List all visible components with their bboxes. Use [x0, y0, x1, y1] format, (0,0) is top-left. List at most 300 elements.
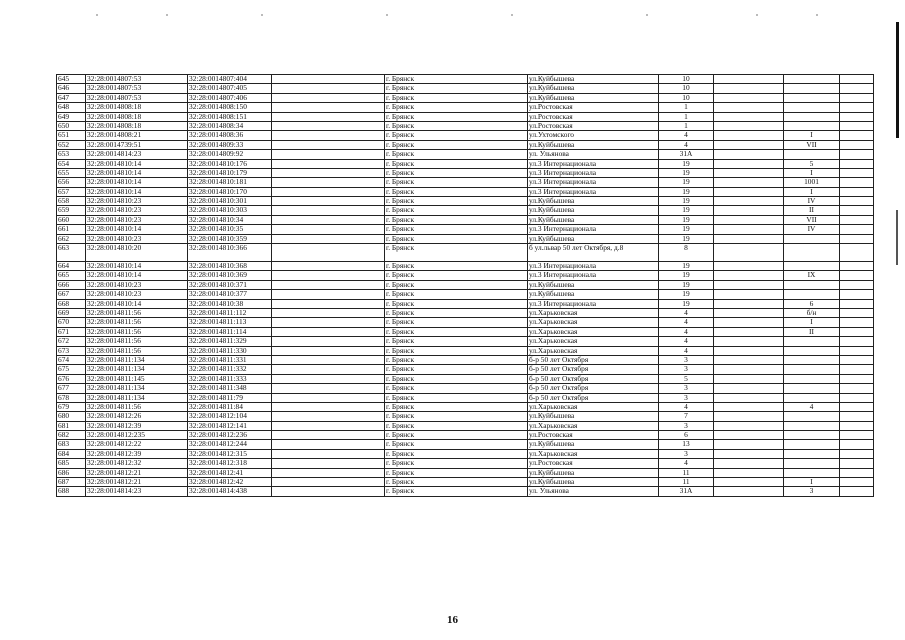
object-cadastral-number-cell: 32:28:0014807:405: [188, 84, 272, 93]
street-cell: ул.Харьковская: [528, 327, 659, 336]
house-number-cell: 19: [659, 225, 714, 234]
empty-cell: [714, 271, 784, 280]
row-number-cell: 663: [57, 244, 86, 262]
parcel-cadastral-number-cell: 32:28:0014807:53: [86, 75, 188, 84]
house-number-cell: 4: [659, 131, 714, 140]
room-number-cell: [784, 412, 840, 421]
row-number-cell: 685: [57, 459, 86, 468]
table-row: [57, 112, 874, 121]
empty-cell: [272, 337, 385, 346]
object-cadastral-number-cell: 32:28:0014810:181: [188, 178, 272, 187]
empty-cell: [714, 159, 784, 168]
object-cadastral-number-cell: 32:28:0014812:42: [188, 478, 272, 487]
house-number-cell: 4: [659, 140, 714, 149]
empty-cell: [840, 290, 874, 299]
table-row: [57, 355, 874, 364]
street-cell: ул.Куйбышева: [528, 478, 659, 487]
city-cell: г. Брянск: [385, 440, 528, 449]
house-number-cell: 19: [659, 187, 714, 196]
empty-cell: [840, 478, 874, 487]
city-cell: г. Брянск: [385, 478, 528, 487]
object-cadastral-number-cell: 32:28:0014811:330: [188, 346, 272, 355]
city-cell: г. Брянск: [385, 308, 528, 317]
street-cell: ул.3 Интернационала: [528, 271, 659, 280]
empty-cell: [714, 299, 784, 308]
empty-cell: [840, 234, 874, 243]
empty-cell: [840, 140, 874, 149]
object-cadastral-number-cell: 32:28:0014809:92: [188, 150, 272, 159]
row-number-cell: 670: [57, 318, 86, 327]
city-cell: г. Брянск: [385, 290, 528, 299]
table-row: [57, 103, 874, 112]
parcel-cadastral-number-cell: 32:28:0014807:53: [86, 93, 188, 102]
room-number-cell: [784, 262, 840, 271]
empty-cell: [272, 280, 385, 289]
object-cadastral-number-cell: 32:28:0014812:141: [188, 421, 272, 430]
parcel-cadastral-number-cell: 32:28:0014811:134: [86, 393, 188, 402]
room-number-cell: 6: [784, 299, 840, 308]
table-row: [57, 140, 874, 149]
empty-cell: [272, 355, 385, 364]
parcel-cadastral-number-cell: 32:28:0014808:18: [86, 103, 188, 112]
house-number-cell: 4: [659, 459, 714, 468]
city-cell: г. Брянск: [385, 459, 528, 468]
table-row: [57, 431, 874, 440]
city-cell: г. Брянск: [385, 75, 528, 84]
empty-cell: [714, 93, 784, 102]
street-cell: ул.Куйбышева: [528, 93, 659, 102]
row-number-cell: 651: [57, 131, 86, 140]
object-cadastral-number-cell: 32:28:0014811:332: [188, 365, 272, 374]
object-cadastral-number-cell: 32:28:0014810:371: [188, 280, 272, 289]
room-number-cell: 1001: [784, 178, 840, 187]
city-cell: г. Брянск: [385, 402, 528, 411]
object-cadastral-number-cell: 32:28:0014811:348: [188, 384, 272, 393]
house-number-cell: 19: [659, 280, 714, 289]
empty-cell: [272, 271, 385, 280]
table-row: [57, 150, 874, 159]
empty-cell: [840, 374, 874, 383]
object-cadastral-number-cell: 32:28:0014811:112: [188, 308, 272, 317]
empty-cell: [840, 159, 874, 168]
parcel-cadastral-number-cell: 32:28:0014810:23: [86, 197, 188, 206]
row-number-cell: 666: [57, 280, 86, 289]
street-cell: ул.Куйбышева: [528, 197, 659, 206]
city-cell: г. Брянск: [385, 197, 528, 206]
parcel-cadastral-number-cell: 32:28:0014810:23: [86, 215, 188, 224]
object-cadastral-number-cell: 32:28:0014812:315: [188, 449, 272, 458]
parcel-cadastral-number-cell: 32:28:0014810:23: [86, 206, 188, 215]
empty-cell: [840, 131, 874, 140]
table-row: [57, 178, 874, 187]
street-cell: ул.3 Интернационала: [528, 159, 659, 168]
table-row: [57, 234, 874, 243]
empty-cell: [840, 308, 874, 317]
city-cell: г. Брянск: [385, 365, 528, 374]
object-cadastral-number-cell: 32:28:0014811:113: [188, 318, 272, 327]
table-row: [57, 318, 874, 327]
house-number-cell: 19: [659, 262, 714, 271]
empty-cell: [714, 440, 784, 449]
parcel-cadastral-number-cell: 32:28:0014812:21: [86, 478, 188, 487]
row-number-cell: 645: [57, 75, 86, 84]
empty-cell: [272, 346, 385, 355]
room-number-cell: 5: [784, 159, 840, 168]
house-number-cell: 19: [659, 159, 714, 168]
room-number-cell: [784, 280, 840, 289]
table-row: [57, 121, 874, 130]
house-number-cell: 3: [659, 421, 714, 430]
house-number-cell: 19: [659, 215, 714, 224]
parcel-cadastral-number-cell: 32:28:0014810:14: [86, 187, 188, 196]
empty-cell: [272, 421, 385, 430]
empty-cell: [840, 327, 874, 336]
room-number-cell: IV: [784, 225, 840, 234]
street-cell: ул.Харьковская: [528, 402, 659, 411]
table-row: [57, 384, 874, 393]
room-number-cell: [784, 234, 840, 243]
empty-cell: [840, 197, 874, 206]
city-cell: г. Брянск: [385, 262, 528, 271]
empty-cell: [714, 468, 784, 477]
room-number-cell: [784, 431, 840, 440]
street-cell: б-р 50 лет Октября: [528, 393, 659, 402]
house-number-cell: 19: [659, 290, 714, 299]
empty-cell: [714, 280, 784, 289]
empty-cell: [714, 487, 784, 496]
city-cell: г. Брянск: [385, 487, 528, 496]
row-number-cell: 676: [57, 374, 86, 383]
street-cell: ул.3 Интернационала: [528, 168, 659, 177]
street-cell: ул.Ростовская: [528, 431, 659, 440]
empty-cell: [714, 150, 784, 159]
city-cell: г. Брянск: [385, 468, 528, 477]
city-cell: г. Брянск: [385, 112, 528, 121]
house-number-cell: 19: [659, 234, 714, 243]
empty-cell: [272, 290, 385, 299]
table-row: [57, 346, 874, 355]
empty-cell: [272, 187, 385, 196]
city-cell: г. Брянск: [385, 346, 528, 355]
empty-cell: [714, 346, 784, 355]
house-number-cell: 4: [659, 308, 714, 317]
empty-cell: [840, 299, 874, 308]
row-number-cell: 682: [57, 431, 86, 440]
object-cadastral-number-cell: 32:28:0014810:359: [188, 234, 272, 243]
empty-cell: [272, 178, 385, 187]
empty-cell: [840, 468, 874, 477]
row-number-cell: 686: [57, 468, 86, 477]
empty-cell: [840, 75, 874, 84]
room-number-cell: [784, 355, 840, 364]
street-cell: ул.Ростовская: [528, 103, 659, 112]
empty-cell: [714, 234, 784, 243]
city-cell: г. Брянск: [385, 374, 528, 383]
empty-cell: [840, 178, 874, 187]
house-number-cell: 4: [659, 318, 714, 327]
city-cell: г. Брянск: [385, 327, 528, 336]
object-cadastral-number-cell: 32:28:0014811:331: [188, 355, 272, 364]
empty-cell: [272, 75, 385, 84]
empty-cell: [840, 262, 874, 271]
empty-cell: [714, 140, 784, 149]
table-row: [57, 290, 874, 299]
room-number-cell: IX: [784, 271, 840, 280]
empty-cell: [840, 84, 874, 93]
empty-cell: [272, 412, 385, 421]
house-number-cell: 19: [659, 178, 714, 187]
object-cadastral-number-cell: 32:28:0014810:179: [188, 168, 272, 177]
parcel-cadastral-number-cell: 32:28:0014812:39: [86, 421, 188, 430]
street-cell: ул.Куйбышева: [528, 440, 659, 449]
empty-cell: [714, 478, 784, 487]
page-number: 16: [447, 614, 458, 626]
object-cadastral-number-cell: 32:28:0014810:34: [188, 215, 272, 224]
city-cell: г. Брянск: [385, 280, 528, 289]
object-cadastral-number-cell: 32:28:0014809:33: [188, 140, 272, 149]
empty-cell: [714, 187, 784, 196]
empty-cell: [840, 150, 874, 159]
empty-cell: [840, 121, 874, 130]
house-number-cell: 4: [659, 337, 714, 346]
row-number-cell: 658: [57, 197, 86, 206]
table-row: [57, 168, 874, 177]
house-number-cell: 31А: [659, 150, 714, 159]
street-cell: ул.Харьковская: [528, 337, 659, 346]
row-number-cell: 649: [57, 112, 86, 121]
parcel-cadastral-number-cell: 32:28:0014812:32: [86, 459, 188, 468]
street-cell: ул.3 Интернационала: [528, 225, 659, 234]
street-cell: ул.Куйбышева: [528, 206, 659, 215]
row-number-cell: 652: [57, 140, 86, 149]
city-cell: г. Брянск: [385, 393, 528, 402]
object-cadastral-number-cell: 32:28:0014811:114: [188, 327, 272, 336]
table-row: [57, 271, 874, 280]
house-number-cell: 1: [659, 112, 714, 121]
street-cell: ул.Куйбышева: [528, 215, 659, 224]
empty-cell: [714, 402, 784, 411]
empty-cell: [714, 112, 784, 121]
table-row: [57, 206, 874, 215]
object-cadastral-number-cell: 32:28:0014812:41: [188, 468, 272, 477]
parcel-cadastral-number-cell: 32:28:0014808:18: [86, 112, 188, 121]
scan-noise: [56, 14, 836, 22]
empty-cell: [272, 393, 385, 402]
table-row: [57, 365, 874, 374]
parcel-cadastral-number-cell: 32:28:0014811:56: [86, 337, 188, 346]
table-row: [57, 93, 874, 102]
house-number-cell: 4: [659, 327, 714, 336]
table-row: [57, 159, 874, 168]
street-cell: ул.Харьковская: [528, 449, 659, 458]
city-cell: г. Брянск: [385, 187, 528, 196]
street-cell: ул.Харьковская: [528, 346, 659, 355]
city-cell: г. Брянск: [385, 178, 528, 187]
object-cadastral-number-cell: 32:28:0014812:318: [188, 459, 272, 468]
room-number-cell: [784, 337, 840, 346]
parcel-cadastral-number-cell: 32:28:0014811:134: [86, 365, 188, 374]
room-number-cell: 3: [784, 487, 840, 496]
room-number-cell: 4: [784, 402, 840, 411]
city-cell: г. Брянск: [385, 131, 528, 140]
row-number-cell: 675: [57, 365, 86, 374]
object-cadastral-number-cell: 32:28:0014810:303: [188, 206, 272, 215]
empty-cell: [272, 140, 385, 149]
row-number-cell: 660: [57, 215, 86, 224]
empty-cell: [714, 327, 784, 336]
parcel-cadastral-number-cell: 32:28:0014810:14: [86, 225, 188, 234]
room-number-cell: I: [784, 187, 840, 196]
house-number-cell: 10: [659, 84, 714, 93]
city-cell: г. Брянск: [385, 431, 528, 440]
empty-cell: [272, 197, 385, 206]
empty-cell: [840, 384, 874, 393]
street-cell: ул.Куйбышева: [528, 468, 659, 477]
house-number-cell: 11: [659, 478, 714, 487]
empty-cell: [714, 206, 784, 215]
empty-cell: [840, 346, 874, 355]
street-cell: ул.3 Интернационала: [528, 262, 659, 271]
street-cell: ул.3 Интернационала: [528, 187, 659, 196]
object-cadastral-number-cell: 32:28:0014810:170: [188, 187, 272, 196]
empty-cell: [272, 215, 385, 224]
room-number-cell: I: [784, 168, 840, 177]
city-cell: г. Брянск: [385, 225, 528, 234]
empty-cell: [272, 234, 385, 243]
house-number-cell: 4: [659, 346, 714, 355]
empty-cell: [272, 159, 385, 168]
parcel-cadastral-number-cell: 32:28:0014808:21: [86, 131, 188, 140]
parcel-cadastral-number-cell: 32:28:0014811:56: [86, 318, 188, 327]
object-cadastral-number-cell: 32:28:0014810:377: [188, 290, 272, 299]
object-cadastral-number-cell: 32:28:0014810:301: [188, 197, 272, 206]
empty-cell: [840, 459, 874, 468]
house-number-cell: 3: [659, 384, 714, 393]
empty-cell: [714, 318, 784, 327]
object-cadastral-number-cell: 32:28:0014808:151: [188, 112, 272, 121]
empty-cell: [840, 112, 874, 121]
table-row: [57, 337, 874, 346]
row-number-cell: 673: [57, 346, 86, 355]
empty-cell: [714, 355, 784, 364]
house-number-cell: 5: [659, 374, 714, 383]
table-row: [57, 449, 874, 458]
room-number-cell: [784, 93, 840, 102]
city-cell: г. Брянск: [385, 140, 528, 149]
row-number-cell: 648: [57, 103, 86, 112]
street-cell: б ул.львар 50 лет Октября, д.8: [528, 244, 659, 262]
empty-cell: [272, 468, 385, 477]
empty-cell: [840, 244, 874, 262]
parcel-cadastral-number-cell: 32:28:0014810:20: [86, 244, 188, 262]
room-number-cell: б/н: [784, 308, 840, 317]
room-number-cell: [784, 112, 840, 121]
parcel-cadastral-number-cell: 32:28:0014810:14: [86, 159, 188, 168]
empty-cell: [840, 206, 874, 215]
room-number-cell: VII: [784, 140, 840, 149]
room-number-cell: [784, 346, 840, 355]
house-number-cell: 4: [659, 402, 714, 411]
empty-cell: [714, 374, 784, 383]
street-cell: ул.Куйбышева: [528, 280, 659, 289]
object-cadastral-number-cell: 32:28:0014808:36: [188, 131, 272, 140]
table-row: [57, 308, 874, 317]
empty-cell: [272, 374, 385, 383]
house-number-cell: 3: [659, 365, 714, 374]
empty-cell: [714, 337, 784, 346]
row-number-cell: 671: [57, 327, 86, 336]
house-number-cell: 6: [659, 431, 714, 440]
empty-cell: [714, 197, 784, 206]
empty-cell: [272, 487, 385, 496]
room-number-cell: I: [784, 478, 840, 487]
street-cell: б-р 50 лет Октября: [528, 365, 659, 374]
city-cell: г. Брянск: [385, 103, 528, 112]
house-number-cell: 19: [659, 271, 714, 280]
city-cell: г. Брянск: [385, 159, 528, 168]
street-cell: ул. Ульянова: [528, 150, 659, 159]
parcel-cadastral-number-cell: 32:28:0014810:23: [86, 290, 188, 299]
object-cadastral-number-cell: 32:28:0014810:176: [188, 159, 272, 168]
street-cell: ул.Куйбышева: [528, 234, 659, 243]
empty-cell: [714, 178, 784, 187]
parcel-cadastral-number-cell: 32:28:0014811:56: [86, 402, 188, 411]
empty-cell: [840, 421, 874, 430]
empty-cell: [272, 225, 385, 234]
room-number-cell: II: [784, 206, 840, 215]
table-row: [57, 440, 874, 449]
empty-cell: [714, 225, 784, 234]
row-number-cell: 657: [57, 187, 86, 196]
empty-cell: [272, 449, 385, 458]
city-cell: г. Брянск: [385, 355, 528, 364]
house-number-cell: 10: [659, 75, 714, 84]
house-number-cell: 3: [659, 449, 714, 458]
parcel-cadastral-number-cell: 32:28:0014811:145: [86, 374, 188, 383]
room-number-cell: [784, 150, 840, 159]
row-number-cell: 647: [57, 93, 86, 102]
city-cell: г. Брянск: [385, 299, 528, 308]
parcel-cadastral-number-cell: 32:28:0014812:235: [86, 431, 188, 440]
object-cadastral-number-cell: 32:28:0014811:333: [188, 374, 272, 383]
street-cell: ул.Харьковская: [528, 421, 659, 430]
empty-cell: [714, 384, 784, 393]
street-cell: ул.Куйбышева: [528, 412, 659, 421]
empty-cell: [714, 168, 784, 177]
empty-cell: [272, 150, 385, 159]
room-number-cell: [784, 468, 840, 477]
street-cell: ул.Куйбышева: [528, 84, 659, 93]
house-number-cell: 31А: [659, 487, 714, 496]
empty-cell: [714, 421, 784, 430]
street-cell: ул.Куйбышева: [528, 75, 659, 84]
room-number-cell: [784, 121, 840, 130]
street-cell: ул.3 Интернационала: [528, 299, 659, 308]
empty-cell: [272, 459, 385, 468]
parcel-cadastral-number-cell: 32:28:0014812:22: [86, 440, 188, 449]
empty-cell: [272, 478, 385, 487]
object-cadastral-number-cell: 32:28:0014811:79: [188, 393, 272, 402]
empty-cell: [272, 299, 385, 308]
object-cadastral-number-cell: 32:28:0014808:150: [188, 103, 272, 112]
empty-cell: [272, 402, 385, 411]
empty-cell: [840, 103, 874, 112]
object-cadastral-number-cell: 32:28:0014811:329: [188, 337, 272, 346]
empty-cell: [840, 402, 874, 411]
parcel-cadastral-number-cell: 32:28:0014812:39: [86, 449, 188, 458]
object-cadastral-number-cell: 32:28:0014812:236: [188, 431, 272, 440]
row-number-cell: 667: [57, 290, 86, 299]
